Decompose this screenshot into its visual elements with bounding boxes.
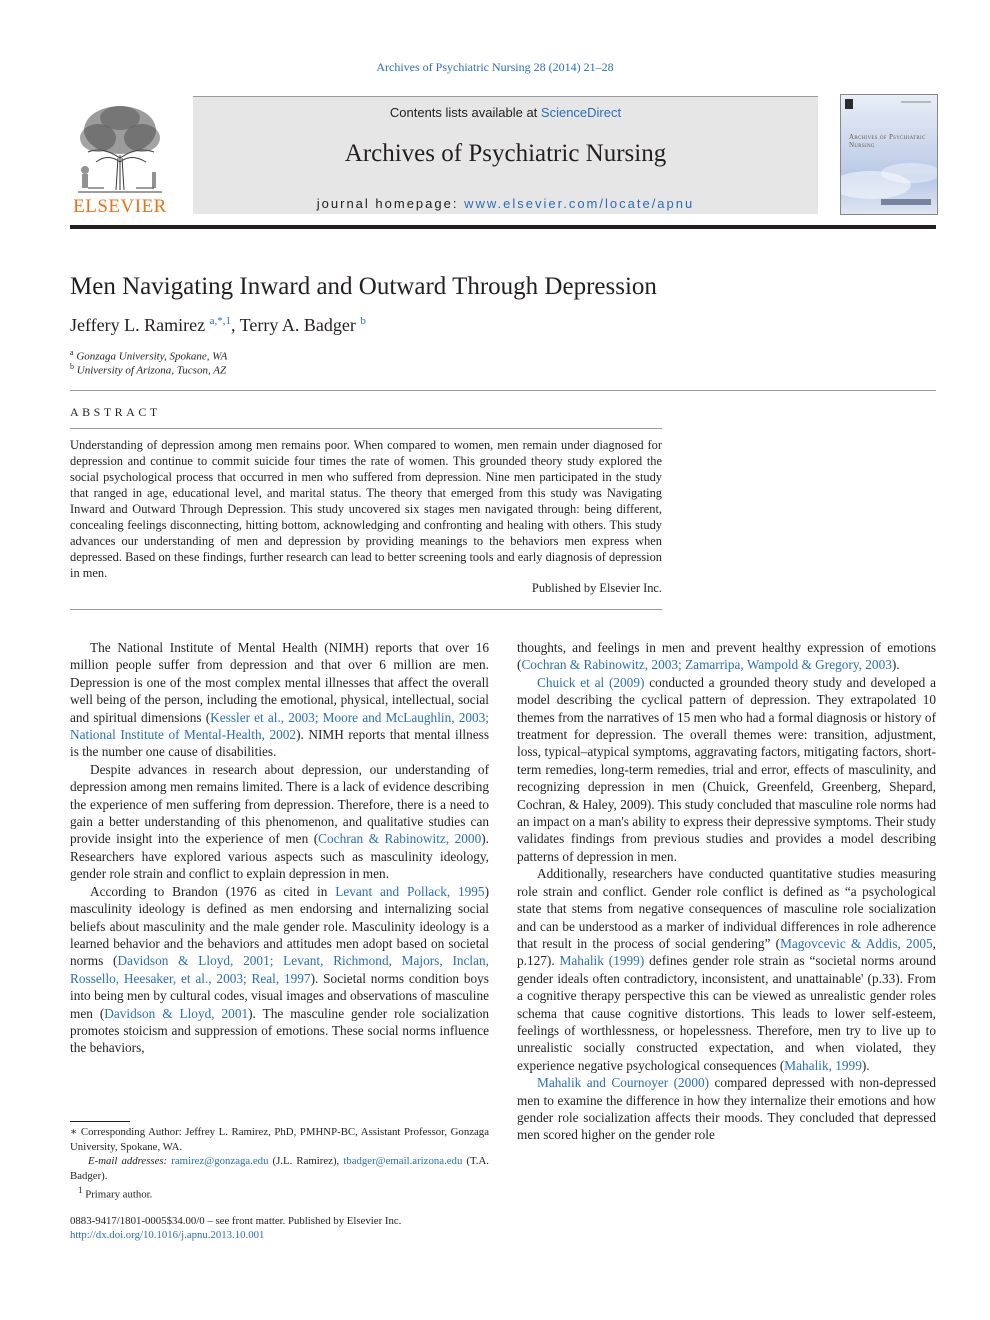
reference-link[interactable]: Kessler et al., 2003; Moore and McLaughlin, 2003; National Institute of Mental-Health, 2002	[70, 709, 489, 743]
email-link[interactable]: tbadger@email.arizona.edu	[343, 1155, 463, 1167]
author-line	[70, 315, 366, 336]
paragraph	[70, 639, 489, 761]
text-run: Despite advances in research about depression, our understanding of depression among men remains limited. There is a lack of evidence describing the experience of men suffering from depression. Therefore, there is a need to gain a better understanding of this phenomenon, and qualitative studies can provide insight into the experience of men (	[70, 761, 489, 847]
text-run: thoughts, and feelings in men and prevent healthy expression of emotions (	[517, 640, 936, 673]
divider	[70, 609, 662, 610]
text-run: ) masculinity ideology is defined as men endorsing and internalizing social beliefs about masculinity and the male gender role. Masculinity ideology is a learned behavior and the behaviors and attitudes men adopt based on societal norms (	[70, 883, 490, 969]
reference-link[interactable]: Davidson & Lloyd, 2001	[104, 1005, 249, 1021]
email-label: E-mail addresses:	[88, 1155, 168, 1167]
text-run: ). The masculine gender role socialization promotes stoicism and suppression of emotions. These social norms influence the behaviors,	[70, 1005, 490, 1056]
text-run: According to Brandon (1976 as cited in	[90, 883, 336, 899]
cover-title: Archives of Psychiatric Nursing	[849, 133, 926, 149]
published-by: Published by Elsevier Inc.	[531, 581, 662, 595]
text-run: ).	[861, 1057, 870, 1073]
journal-citation-link[interactable]: Archives of Psychiatric Nursing 28 (2014) 21–28	[376, 60, 614, 74]
text-run: conducted a grounded theory study and developed a model describing the cyclical pattern of depression. They extrapolated 10 themes from the narratives of 15 men who had a formal diagnosis or history of treatment for depression. The overall themes were: transition, adjustment, loss, typical–atypical symptoms, aggravating factors, mitigating factors, short-term remedies, long-term remedies, trial and error, effects of masculinity, and recognizing depression in men (Chuick, Greenfeld, Greenberg, Shepard, Cochran, & Haley, 2009). This study concluded that masculine role norms had an impact on a man's ability to express their depressive symptoms. Their study validates findings from previous studies and provides a model describing patterns of depression in men.	[517, 674, 936, 864]
author-2: , Terry A. Badger	[231, 315, 361, 335]
text-run: ∗ Corresponding Author: Jeffrey L. Ramirez, PhD, PMHNP-BC, Assistant Professor, Gonzaga University, Spokane, WA.	[70, 1126, 489, 1153]
text-run: Additionally, researchers have conducted quantitative studies measuring role strain and conflict. Gender role conflict is defined as “a psychological state that stems from negative consequences of masculine role socialization and can be understood as a marker of individual differences in role adherence that result in the process of social gendering” (	[517, 866, 936, 951]
homepage-line	[193, 196, 818, 211]
paragraph	[70, 761, 489, 883]
journal-cover-thumbnail[interactable]	[840, 94, 938, 215]
text-run: , p.127).	[517, 935, 936, 969]
corresponding-author-note	[70, 1125, 489, 1154]
text-run: ). Societal norms condition boys into being men by cultural codes, visual images and observations of masculine men (	[70, 970, 489, 1021]
footnote-rule	[70, 1121, 130, 1122]
paragraph	[517, 865, 936, 1074]
author-1: Jeffery L. Ramirez	[70, 315, 210, 335]
author-2-affiliation-link[interactable]: b	[360, 315, 366, 327]
text-run: ). NIMH reports that mental illness is the number one cause of disabilities.	[70, 727, 489, 760]
reference-link[interactable]: Mahalik, 1999	[784, 1057, 862, 1073]
paragraph	[517, 1074, 936, 1144]
divider	[70, 390, 936, 391]
text-run: Primary author.	[82, 1188, 153, 1201]
text-run: defines gender role strain as “societal norms around gender ideals often contradictory, inconsistent, and unattainable' (p.33). From a cognitive therapy perspective this can be viewed as unrealistic gender roles schema that cause cognitive distortions. This leads to lower self-esteem, feelings of worthlessness, or hopelessness. Therefore, men try to live up to unrealistic socially constructed expectation, and when violated, they experience negative psychological consequences (	[517, 953, 936, 1073]
reference-link[interactable]: Cochran & Rabinowitz, 2000	[318, 831, 482, 847]
email-link[interactable]: ramirez@gonzaga.edu	[171, 1155, 269, 1167]
divider	[70, 428, 662, 429]
text-run: ).	[891, 657, 900, 673]
sciencedirect-link[interactable]: ScienceDirect	[540, 105, 622, 120]
abstract-heading: ABSTRACT	[70, 405, 161, 419]
reference-link[interactable]: Levant and Pollack, 1995	[335, 883, 485, 899]
email-note	[70, 1154, 489, 1183]
reference-link[interactable]: Davidson & Lloyd, 2001; Levant, Richmond, Majors, Inclan, Rossello, Heesaker, et al., 2003; Real, 1997	[70, 953, 489, 986]
text-run: ). Researchers have explored various aspects such as masculinity ideology, gender role strain and conflict to explain depression in men.	[70, 831, 489, 882]
journal-title: Archives of Psychiatric Nursing	[344, 140, 667, 167]
reference-link[interactable]: Mahalik (1999)	[559, 953, 645, 969]
abstract-text: Understanding of depression among men remains poor. When compared to women, men remain under diagnosed for depression and continue to commit suicide four times the rate of women. This grounded theory study explored the social psychological process that occurred in men who suffered from depression. Nine men participated in the study that ranged in age, educational level, and marital status. The theory that emerged from this study was Navigating Inward and Outward Through Depression. This study uncovered six stages men navigated through: being different, concealing feelings disconnecting, hitting bottom, acknowledging and confronting and healing with others. This study advances our understanding of men and depression by providing meanings to the behaviors men express when depressed. Based on these findings, further research can lead to better screening tools and early diagnosis of depression in men.	[70, 438, 662, 580]
text-run: (T.A. Badger).	[70, 1155, 489, 1182]
paragraph	[517, 674, 936, 865]
affiliation-b	[70, 362, 226, 377]
affiliation-b-marker: b	[70, 362, 74, 371]
primary-author-note	[70, 1183, 489, 1202]
footnote-marker: 1	[78, 1185, 83, 1195]
elsevier-wordmark: ELSEVIER	[73, 196, 167, 217]
affiliation-b-text: University of Arizona, Tucson, AZ	[74, 364, 227, 377]
reference-link[interactable]: Cochran & Rabinowitz, 2003; Zamarripa, Wampold & Gregory, 2003	[521, 657, 892, 673]
affiliation-a-text: Gonzaga University, Spokane, WA	[73, 350, 228, 363]
article-title: Men Navigating Inward and Outward Through Depression	[70, 273, 657, 300]
journal-homepage-link[interactable]: www.elsevier.com/locate/apnu	[464, 196, 695, 211]
body-column-right	[517, 639, 936, 1144]
footnotes	[70, 1125, 489, 1202]
banner-top-rule	[193, 96, 818, 97]
doi-link[interactable]: http://dx.doi.org/10.1016/j.apnu.2013.10.001	[70, 1229, 265, 1241]
reference-link[interactable]: Mahalik and Cournoyer (2000)	[537, 1075, 710, 1091]
body-column-left	[70, 639, 489, 1057]
affiliation-a	[70, 348, 227, 363]
header-thick-rule	[70, 225, 936, 229]
issn-line: 0883-9417/1801-0005$34.00/0 – see front matter. Published by Elsevier Inc.	[70, 1215, 402, 1227]
journal-banner	[193, 96, 818, 214]
contents-prefix: Contents lists available at	[389, 105, 541, 120]
reference-link[interactable]: Magovcevic & Addis, 2005	[780, 935, 933, 951]
text-run: The National Institute of Mental Health (NIMH) reports that over 16 million people suffer from depression and that over 6 million are men. Depression is one of the most complex mental illnesses that affect the overall well being of the person, including the emotional, physical, intellectual, social and spiritual dimensions (	[70, 640, 489, 725]
reference-link[interactable]: Chuick et al (2009)	[537, 674, 645, 690]
contents-line	[193, 105, 818, 120]
affiliation-a-marker: a	[70, 348, 74, 357]
homepage-prefix: journal homepage:	[316, 196, 465, 211]
paragraph	[70, 883, 489, 1057]
text-run: compared depressed with non-depressed men to examine the difference in how they internalize their emotions and how gender role socialization affects their moods. They concluded that depressed men scored higher on the gender role	[517, 1075, 936, 1143]
paragraph	[517, 639, 936, 674]
author-1-affiliation-link[interactable]: a,*,1	[209, 315, 231, 327]
text-run: (J.L. Ramirez),	[268, 1155, 344, 1167]
